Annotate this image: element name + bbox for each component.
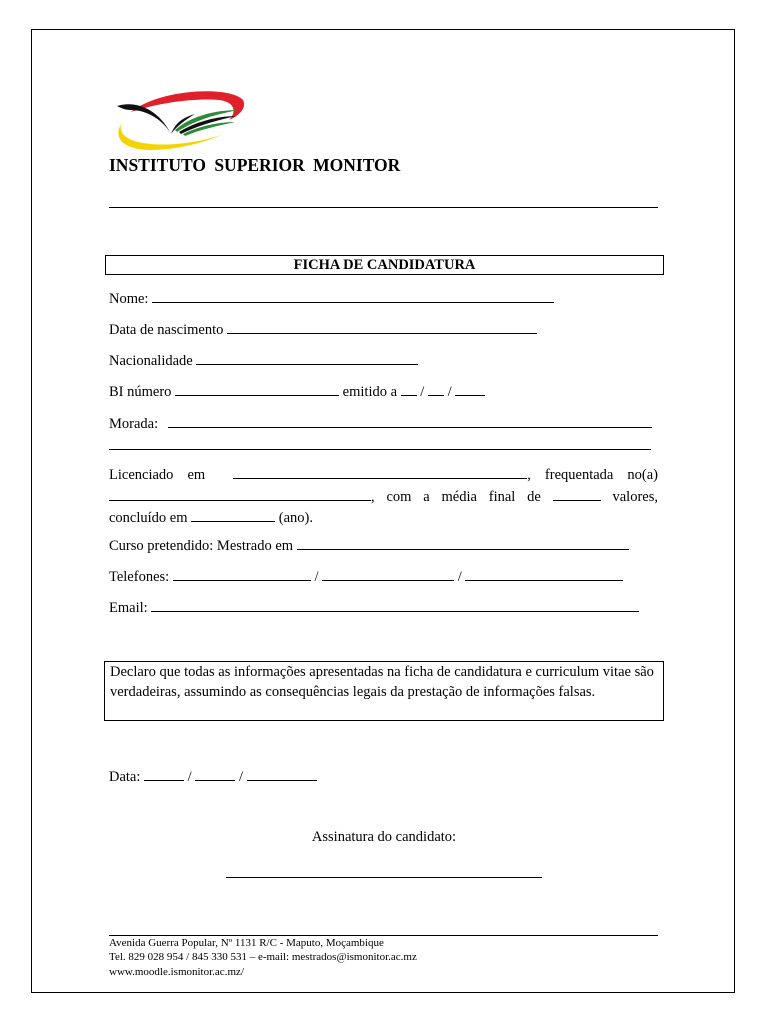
bi-label: BI número: [109, 384, 172, 400]
curso-label: Curso pretendido: Mestrado em: [109, 538, 294, 554]
concluido-field[interactable]: [191, 507, 275, 522]
curso-field[interactable]: [297, 535, 629, 550]
licenciado-label: Licenciado em: [109, 467, 206, 483]
nacionalidade-row: [109, 350, 418, 370]
telefone-3-field[interactable]: [465, 566, 623, 581]
frequentada-label: , frequentada no(a): [527, 467, 659, 483]
email-row: [109, 597, 639, 617]
form-title: FICHA DE CANDIDATURA: [105, 255, 664, 275]
frequentada-field[interactable]: [109, 486, 371, 501]
footer-address: Avenida Guerra Popular, Nº 1131 R/C - Maputo, Moçambique: [109, 937, 384, 949]
nacionalidade-label: Nacionalidade: [109, 353, 193, 369]
phone-separator: /: [457, 569, 462, 585]
assinatura-label: Assinatura do candidato:: [311, 829, 457, 845]
emitido-year-field[interactable]: [455, 381, 485, 396]
date-separator: /: [447, 384, 452, 400]
nacionalidade-field[interactable]: [196, 350, 418, 365]
email-label: Email:: [109, 600, 148, 616]
curso-row: [109, 535, 629, 555]
signature-date-row: [109, 766, 317, 786]
morada-field-line2[interactable]: [109, 449, 651, 450]
ano-label: (ano).: [278, 510, 313, 526]
data-month-field[interactable]: [195, 766, 235, 781]
telefone-1-field[interactable]: [173, 566, 311, 581]
morada-row: [109, 413, 652, 433]
nome-row: [109, 288, 554, 308]
morada-field[interactable]: [168, 413, 652, 428]
assinatura-field[interactable]: [226, 877, 542, 878]
data-day-field[interactable]: [144, 766, 184, 781]
media-field[interactable]: [553, 486, 601, 501]
data-nascimento-row: [109, 319, 537, 339]
emitido-label: emitido a: [342, 384, 398, 400]
telefones-row: [109, 566, 623, 586]
declaration-box: Declaro que todas as informações apresentadas na ficha de candidatura e curriculum vitae são verdadeiras, assumindo as consequências legais da prestação de informações falsas.: [104, 661, 664, 721]
header-divider: [109, 207, 658, 208]
licenciado-paragraph: [109, 464, 658, 529]
footer-website: www.moodle.ismonitor.ac.mz/: [109, 966, 244, 978]
data-nascimento-label: Data de nascimento: [109, 322, 224, 338]
telefone-2-field[interactable]: [322, 566, 454, 581]
bi-row: [109, 381, 485, 401]
emitido-month-field[interactable]: [428, 381, 444, 396]
media-label: , com a média final de: [371, 488, 541, 505]
nome-label: Nome:: [109, 291, 149, 307]
licenciado-field[interactable]: [233, 464, 527, 479]
email-field[interactable]: [151, 597, 639, 612]
bi-number-field[interactable]: [175, 381, 339, 396]
date-separator: /: [420, 384, 425, 400]
institute-name: INSTITUTO SUPERIOR MONITOR: [109, 155, 401, 175]
footer-contacts: Tel. 829 028 954 / 845 330 531 – e-mail: mestrados@ismonitor.ac.mz: [109, 951, 417, 963]
data-nascimento-field[interactable]: [227, 319, 537, 334]
data-label: Data:: [109, 769, 141, 785]
nome-field[interactable]: [152, 288, 554, 303]
date-separator: /: [187, 769, 192, 785]
morada-label: Morada:: [109, 416, 159, 432]
phone-separator: /: [314, 569, 319, 585]
data-year-field[interactable]: [247, 766, 317, 781]
valores-label: valores,: [612, 488, 658, 505]
date-separator: /: [238, 769, 243, 785]
telefones-label: Telefones:: [109, 569, 170, 585]
emitido-day-field[interactable]: [401, 381, 417, 396]
concluido-label: concluído em: [109, 510, 188, 526]
institute-logo: [111, 90, 247, 154]
